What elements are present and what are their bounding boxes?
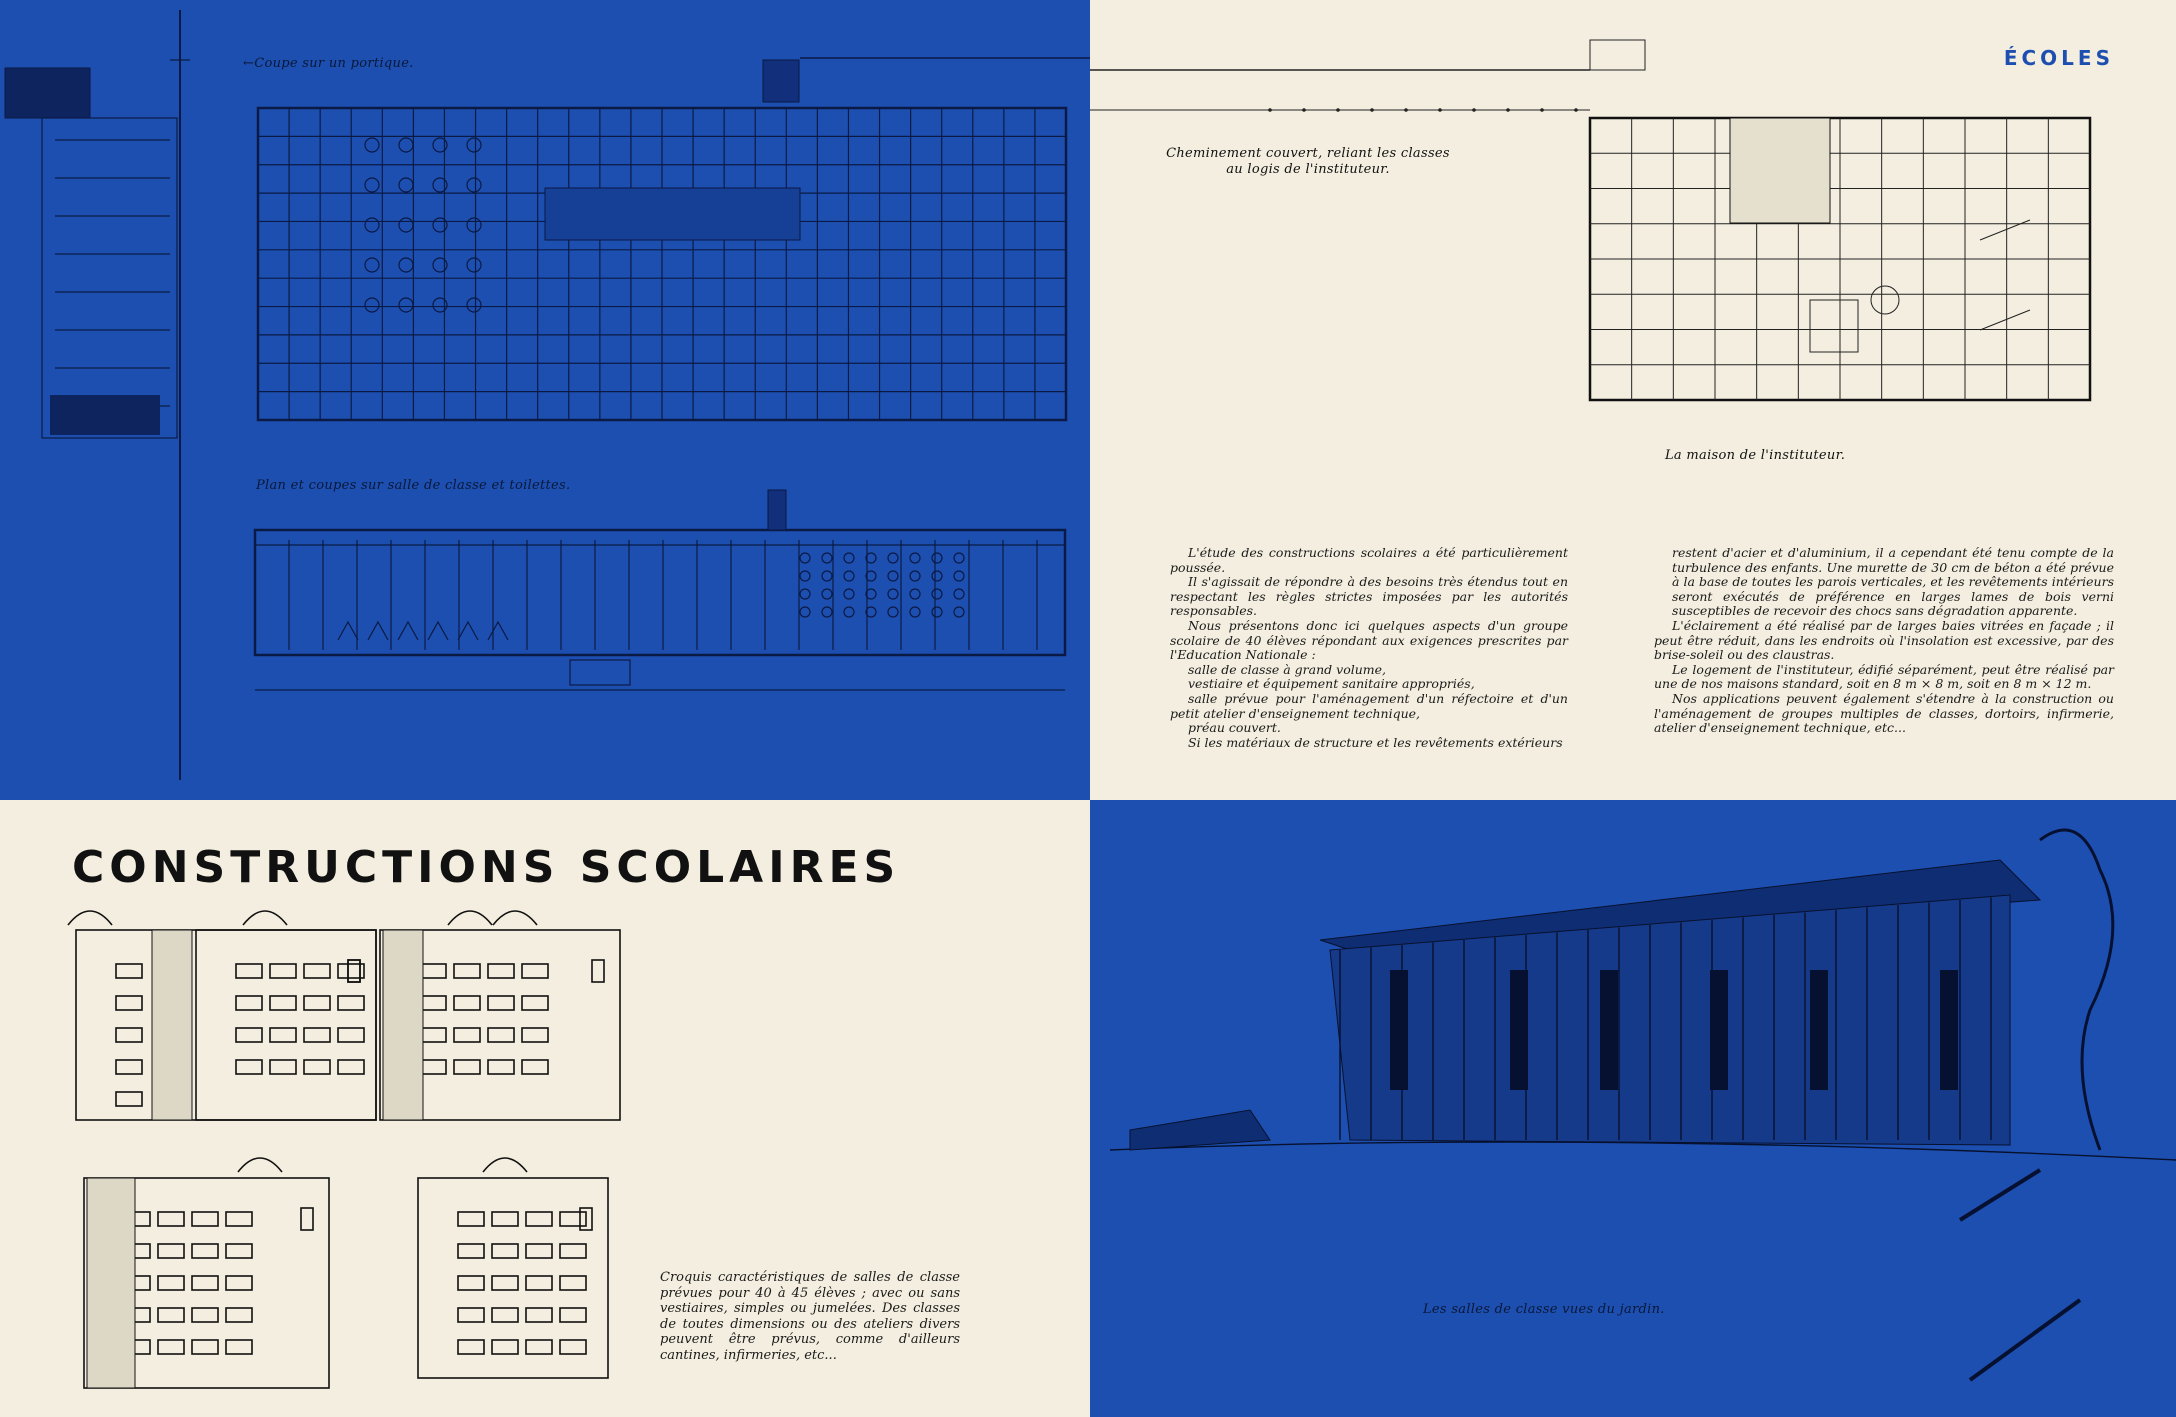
blueprint-panel (0, 0, 1090, 800)
desk (226, 1212, 252, 1226)
chair (488, 622, 508, 640)
post (1540, 108, 1544, 112)
post (1506, 108, 1510, 112)
sunscreen (1510, 970, 1528, 1090)
chair (368, 622, 388, 640)
sunscreen (1710, 970, 1728, 1090)
desk (158, 1308, 184, 1322)
garden-view-panel (1090, 800, 2176, 1417)
desk (526, 1212, 552, 1226)
stair-block (50, 395, 160, 435)
text-page (1090, 0, 2176, 800)
desk (492, 1308, 518, 1322)
light (800, 607, 810, 617)
chimney (763, 60, 799, 102)
desk (158, 1340, 184, 1354)
desk (488, 1028, 514, 1042)
door-arc (243, 911, 287, 925)
paragraph: salle prévue pour l'aménagement d'un réfectoire et d'un petit atelier d'enseignement technique, (1170, 690, 1568, 721)
light (822, 589, 832, 599)
caption-house: La maison de l'instituteur. (1665, 448, 1846, 463)
desk (116, 996, 142, 1010)
desk (270, 964, 296, 978)
door-arc (238, 1158, 282, 1172)
desk (454, 964, 480, 978)
desk (522, 1060, 548, 1074)
toilet-block (545, 188, 800, 240)
paragraph: salle de classe à grand volume, (1188, 661, 1386, 677)
desk (420, 964, 446, 978)
desk (522, 1028, 548, 1042)
desk (236, 996, 262, 1010)
post (1438, 108, 1442, 112)
caption-garden: Les salles de classe vues du jardin. (1423, 1302, 1665, 1317)
desk (454, 1060, 480, 1074)
paragraph: restent d'acier et d'aluminium, il a cependant été tenu compte de la turbulence des enfants. Une murette de 30 cm de béton a été prévue à la base de toutes les parois verticales, et les revêtements intérieurs seront exécutés de préférence en larges lames de bois verni susceptibles de recevoir des chocs sans dégradation apparente. (1672, 545, 2114, 619)
chair (398, 622, 418, 640)
desk (467, 178, 481, 192)
light (954, 571, 964, 581)
desk (304, 996, 330, 1010)
desk (365, 298, 379, 312)
desk (492, 1244, 518, 1258)
paragraph: L'éclairement a été réalisé par de larges baies vitrées en façade ; il peut être réduit, dans les endroits où l'insolation est excessive, par des brise-soleil ou des claustras. (1654, 617, 2114, 663)
far-building (1130, 1110, 1270, 1150)
desk (454, 1028, 480, 1042)
light (910, 589, 920, 599)
table (1871, 286, 1899, 314)
post (1404, 108, 1408, 112)
light (932, 607, 942, 617)
post (1336, 108, 1340, 112)
desk (522, 996, 548, 1010)
desk (304, 1028, 330, 1042)
desk (420, 996, 446, 1010)
light (954, 553, 964, 563)
desk (560, 1276, 586, 1290)
teacher-house-plan (1090, 0, 2176, 500)
desk (192, 1212, 218, 1226)
desk (458, 1244, 484, 1258)
post (1370, 108, 1374, 112)
sunscreen (1600, 970, 1618, 1090)
bench (1970, 1300, 2080, 1380)
caption-section: ←Coupe sur un portique. (243, 56, 414, 71)
light (888, 553, 898, 563)
bathroom (1730, 118, 1830, 223)
desk (560, 1340, 586, 1354)
desk (560, 1244, 586, 1258)
classroom-a (196, 930, 376, 1120)
light (844, 571, 854, 581)
light (844, 553, 854, 563)
desk (488, 1060, 514, 1074)
desk (458, 1212, 484, 1226)
desk (365, 258, 379, 272)
desk (226, 1340, 252, 1354)
desk (492, 1276, 518, 1290)
desk (116, 1092, 142, 1106)
light (932, 553, 942, 563)
paragraph: Le logement de l'instituteur, édifié séparément, peut être réalisé par une de nos maisons standard, soit en 8 m × 8 m, soit en 8 m × 12 m. (1654, 661, 2114, 692)
paragraph: Si les matériaux de structure et les revêtements extérieurs (1188, 734, 1563, 750)
desk (236, 1028, 262, 1042)
post (1574, 108, 1578, 112)
desk (488, 996, 514, 1010)
cloakroom-c (87, 1178, 135, 1388)
desk (270, 1028, 296, 1042)
section-label: ÉCOLES (2003, 46, 2114, 70)
desk (526, 1244, 552, 1258)
desk (270, 996, 296, 1010)
desk (526, 1276, 552, 1290)
desk (467, 298, 481, 312)
sketches-page (0, 800, 1090, 1417)
light (910, 553, 920, 563)
desk (399, 218, 413, 232)
desk (526, 1308, 552, 1322)
sunscreen (1810, 970, 1828, 1090)
light (954, 589, 964, 599)
sunscreen (1390, 970, 1408, 1090)
bench (1960, 1170, 2040, 1220)
teacher-desk (301, 1208, 313, 1230)
desk (158, 1276, 184, 1290)
light (932, 571, 942, 581)
desk (270, 1060, 296, 1074)
desk (192, 1276, 218, 1290)
chair (338, 622, 358, 640)
desk (116, 964, 142, 978)
desk (116, 1060, 142, 1074)
desk (467, 218, 481, 232)
light (888, 571, 898, 581)
light (844, 589, 854, 599)
desk (158, 1212, 184, 1226)
desk (192, 1308, 218, 1322)
post (1472, 108, 1476, 112)
door-arc (448, 911, 492, 925)
desk (560, 1212, 586, 1226)
desk (304, 964, 330, 978)
light (822, 571, 832, 581)
desk (399, 258, 413, 272)
light (822, 553, 832, 563)
desk (522, 964, 548, 978)
light (800, 571, 810, 581)
desk (116, 1028, 142, 1042)
paragraph: vestiaire et équipement sanitaire appropriés, (1188, 676, 1475, 692)
light (910, 571, 920, 581)
desk (454, 996, 480, 1010)
stone-wall (5, 68, 90, 118)
section-frame (42, 118, 177, 438)
desk (420, 1028, 446, 1042)
desk (226, 1308, 252, 1322)
desk (420, 1060, 446, 1074)
door-arc (493, 911, 537, 925)
desk (365, 138, 379, 152)
classroom-plan-drawing (0, 0, 1090, 800)
page-title: CONSTRUCTIONS SCOLAIRES (72, 842, 901, 893)
desk (458, 1276, 484, 1290)
desk (192, 1244, 218, 1258)
post (1302, 108, 1306, 112)
post (1268, 108, 1272, 112)
desk (338, 996, 364, 1010)
cloakroom (152, 930, 192, 1120)
caption-sketches: Croquis caractéristiques de salles de classe prévues pour 40 à 45 élèves ; avec ou sans vestiaires, simples ou jumelées. Des classes de toutes dimensions ou des ateliers divers peuvent être prévus, comme d'ailleurs cantines, infirmeries, etc... (660, 1270, 960, 1363)
cloakroom-b (383, 930, 423, 1120)
bed (1810, 300, 1858, 352)
gate (1590, 40, 1645, 70)
paragraph: L'étude des constructions scolaires a été particulièrement poussée. (1170, 545, 1568, 575)
elev-chimney (768, 490, 786, 530)
sunscreen (1940, 970, 1958, 1090)
light (910, 607, 920, 617)
light (822, 607, 832, 617)
text-column-1 (1170, 546, 1568, 750)
door-swing (1980, 220, 2030, 330)
desk (458, 1340, 484, 1354)
light (844, 607, 854, 617)
ground-line (1110, 1142, 2176, 1160)
desk (226, 1276, 252, 1290)
garden-perspective-drawing (1090, 800, 2176, 1417)
desk (365, 218, 379, 232)
desk (467, 138, 481, 152)
paragraph: Il s'agissait de répondre à des besoins très étendus tout en respectant les règles strictes imposées par les autorités responsables. (1170, 574, 1568, 619)
desk (338, 1060, 364, 1074)
light (954, 607, 964, 617)
desk (488, 964, 514, 978)
desk (560, 1308, 586, 1322)
desk (399, 138, 413, 152)
light (932, 589, 942, 599)
desk (458, 1308, 484, 1322)
desk (236, 964, 262, 978)
chair (428, 622, 448, 640)
desk (492, 1212, 518, 1226)
text-column-2 (1654, 546, 2114, 736)
base-block (570, 660, 630, 685)
light (888, 589, 898, 599)
caption-plan: Plan et coupes sur salle de classe et toilettes. (256, 478, 571, 493)
desk (467, 258, 481, 272)
desk (338, 1028, 364, 1042)
desk (192, 1340, 218, 1354)
paragraph: préau couvert. (1188, 720, 1281, 736)
light (800, 589, 810, 599)
teacher-desk (592, 960, 604, 982)
door-arc (68, 911, 112, 925)
desk (399, 178, 413, 192)
desk (399, 298, 413, 312)
light (800, 553, 810, 563)
paragraph: Nous présentons donc ici quelques aspects d'un groupe scolaire de 40 élèves répondant aux exigences prescrites par l'Education Nationale : (1170, 617, 1568, 663)
caption-walkway: Cheminement couvert, reliant les classes au logis de l'instituteur. (1166, 146, 1450, 177)
desk (492, 1340, 518, 1354)
light (888, 607, 898, 617)
desk (236, 1060, 262, 1074)
desk (226, 1244, 252, 1258)
desk (526, 1340, 552, 1354)
desk (365, 178, 379, 192)
elevation-frame (255, 530, 1065, 655)
paragraph: Nos applications peuvent également s'étendre à la construction ou l'aménagement de groupes multiples de classes, dortoirs, infirmerie, atelier d'enseignement technique, etc... (1654, 690, 2114, 736)
chair (458, 622, 478, 640)
desk (158, 1244, 184, 1258)
door-arc (483, 1158, 527, 1172)
desk (304, 1060, 330, 1074)
tree (2040, 830, 2113, 1150)
